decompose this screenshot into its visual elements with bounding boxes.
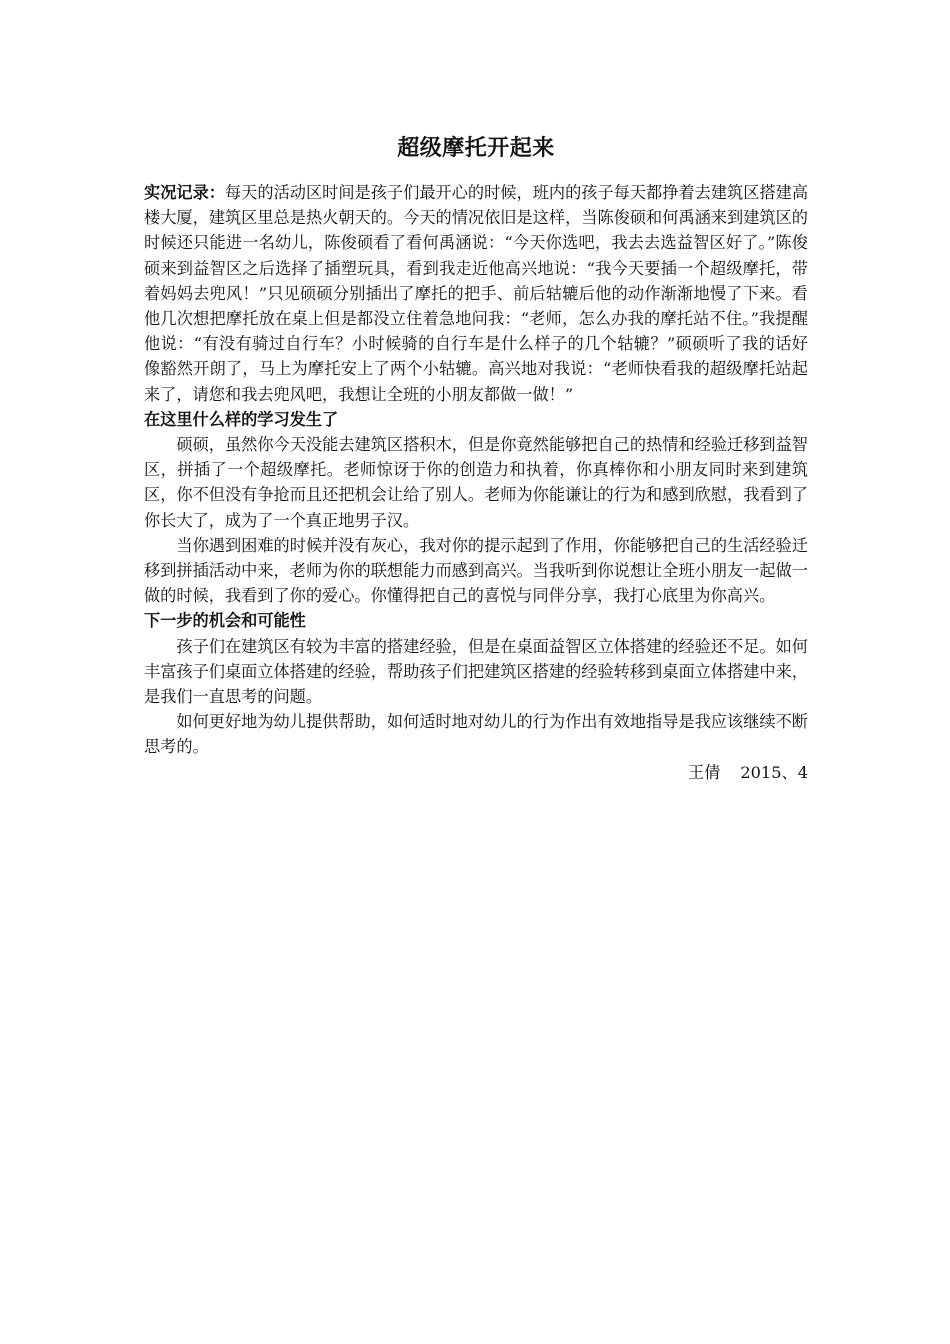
next-steps-paragraph-2: 如何更好地为幼儿提供帮助，如何适时地对幼儿的行为作出有效地指导是我应该继续不断思考的。 bbox=[144, 712, 808, 757]
record-text: 每天的活动区时间是孩子们最开心的时候，班内的孩子每天都挣着去建筑区搭建高楼大厦，建筑区里总是热火朝天的。今天的情况依旧是这样，当陈俊硕和何禹涵来到建筑区的时候还只能进一名幼儿，陈俊硕看了看何禹涵说：“今天你选吧，我去去选益智区好了。”陈俊硕来到益智区之后选择了插塑玩具，看到我走近他高兴地说：“我今天要插一个超级摩托，带着妈妈去兜风！”只见硕硕分别插出了摩托的把手、前后轱辘后他的动作渐渐地慢了下来。看他几次想把摩托放在桌上但是都没立住着急地问我：“老师，怎么办我的摩托站不住。”我提醒他说：“有没有骑过自行车？小时候骑的自行车是什么样子的几个轱辘？”硕硕听了我的话好像豁然开朗了，马上为摩托安上了两个小轱辘。高兴地对我说：“老师快看我的超级摩托站起来了，请您和我去兜风吧，我想让全班的小朋友都做一做！” bbox=[144, 183, 809, 404]
learning-paragraph-2: 当你遇到困难的时候并没有灰心，我对你的提示起到了作用，你能够把自己的生活经验迁移到拼插活动中来，老师为你的联想能力而感到高兴。当我听到你说想让全班小朋友一起做一做的时候，我看到了你的爱心。你懂得把自己的喜悦与同伴分享，我打心底里为你高兴。 bbox=[144, 535, 808, 606]
signature bbox=[144, 760, 808, 785]
document-title: 超级摩托开起来 bbox=[397, 136, 555, 161]
record-label: 实况记录： bbox=[144, 183, 225, 202]
record-paragraph bbox=[144, 180, 808, 407]
signature-date: 2015、4 bbox=[740, 762, 808, 782]
section-heading-learning: 在这里什么样的学习发生了 bbox=[144, 409, 339, 429]
signature-author: 王倩 bbox=[687, 762, 721, 782]
next-steps-paragraph-1: 孩子们在建筑区有较为丰富的搭建经验，但是在桌面益智区立体搭建的经验还不足。如何丰富孩子们桌面立体搭建的经验，帮助孩子们把建筑区搭建的经验转移到桌面立体搭建中来，是我们一直思考的问题。 bbox=[144, 636, 808, 707]
learning-paragraph-1: 硕硕，虽然你今天没能去建筑区搭积木，但是你竟然能够把自己的热情和经验迁移到益智区，拼插了一个超级摩托。老师惊讶于你的创造力和执着，你真棒你和小朋友同时来到建筑区，你不但没有争抢而且还把机会让给了别人。老师为你能谦让的行为和感到欣慰，我看到了你长大了，成为了一个真正地男子汉。 bbox=[144, 435, 808, 530]
section-heading-next-steps: 下一步的机会和可能性 bbox=[144, 611, 306, 631]
document-page bbox=[144, 128, 808, 785]
